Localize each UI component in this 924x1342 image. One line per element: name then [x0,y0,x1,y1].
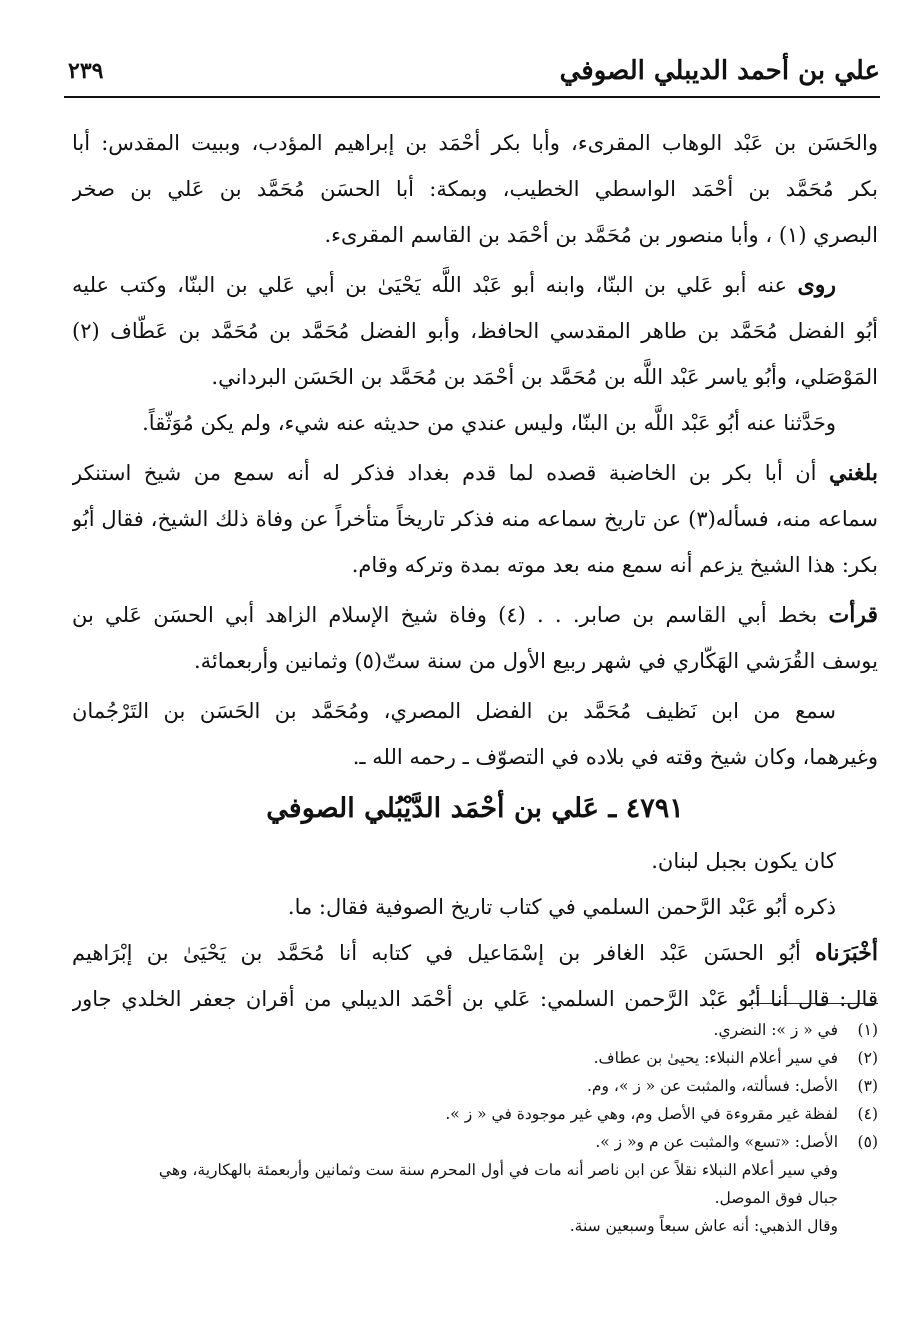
paragraph-3 [72,400,878,446]
footnote-number: (٤) [857,1105,878,1123]
text-line [72,262,878,308]
entry-heading: ٤٧٩١ ـ عَلي بن أحْمَد الدَّيْبُلي الصوفي [266,793,684,824]
text-line: كان يكون بجبل لبنان. [651,849,836,873]
text-line: بكر: هذا الشيخ يزعم أنه سمع منه بعد موته بمدة وتركه وقام. [351,553,878,577]
paragraph-6 [72,688,878,780]
text-fragment: بخط أبي القاسم بن صابر. . . (٤) وفاة شيخ الإسلام الزاهد أبي الحسَن عَلي بن [72,603,829,627]
text-line [72,930,878,976]
footnote [72,1044,878,1072]
paragraph-5 [72,592,878,684]
footnote [72,1072,878,1100]
text-line: البصري (١) ، وأبا منصور بن مُحَمَّد بن أحْمَد بن القاسم المقرىء. [324,223,878,247]
paragraph-keyword: بلغني [829,460,878,486]
text-line: وحَدَّثنا عنه أبُو عَبْد اللَّه بن البنّا، وليس عندي من حديثه عنه شيء، ولم يكن مُوَثّقاً. [142,411,836,435]
page-header [64,52,880,98]
text-line: والحَسَن بن عَبْد الوهاب المقرىء، وأبا بكر أحْمَد بن إبراهيم المؤدب، وببيت المقدس: أبا [72,131,878,155]
footnote-number: (١) [857,1021,878,1039]
footnote [72,1100,878,1128]
text-line [72,450,878,496]
running-title: علي بن أحمد الديبلي الصوفي [559,56,880,86]
text-line: أبُو الفضل مُحَمَّد بن طاهر المقدسي الحافظ، وأبو الفضل مُحَمَّد بن مُحَمَّد بن عَطّاف (٢) [72,319,878,343]
footnote-text: في « ز »: النضري. [713,1021,838,1039]
footnote-continuation: وفي سير أعلام النبلاء نقلاً عن ابن ناصر أنه مات في أول المحرم سنة ست وثمانين وأربعمئة بالهكارية، وهي [158,1161,838,1179]
page-number: ٢٣٩ [68,58,104,84]
footnote-number: (٣) [857,1077,878,1095]
footnote-number: (٥) [857,1133,878,1151]
footnote-number: (٢) [857,1049,878,1067]
paragraph-8 [72,884,878,930]
text-fragment: عنه أبو عَلي بن البنّا، وابنه أبو عَبْد اللَّه يَحْيَىٰ بن أبي عَلي بن البنّا، وكتب عليه [72,273,798,297]
footnote-text: الأصل: «تسع» والمثبت عن م و« ز ». [595,1133,838,1151]
text-fragment: أن أبا بكر بن الخاضبة قصده لما قدم بغداد فذكر له أنه سمع من شيخ استنكر [72,461,829,485]
main-text [72,120,878,1022]
footnote-text: الأصل: فسألته، والمثبت عن « ز »، وم. [587,1077,838,1095]
paragraph-4 [72,450,878,588]
footnotes [72,1016,878,1240]
paragraph-7 [72,838,878,884]
footnote-divider [748,1003,878,1004]
text-line: سمع من ابن نَظيف مُحَمَّد بن الفضل المصري، ومُحَمَّد بن الحَسَن بن التَرْجُمان [72,699,836,723]
text-line: ذكره أبُو عَبْد الرَّحمن السلمي في كتاب تاريخ الصوفية فقال: ما. [287,895,836,919]
footnote-continuation: جبال فوق الموصل. [714,1189,838,1207]
text-line [72,592,878,638]
paragraph-1 [72,120,878,258]
text-line: وغيرهما، وكان شيخ وقته في بلاده في التصوّف ـ رحمه الله ـ. [352,745,878,769]
paragraph-keyword: روى [797,272,836,298]
footnote-continuation: وقال الذهبي: أنه عاش سبعاً وسبعين سنة. [569,1217,838,1235]
text-line: سماعه منه، فسأله(٣) عن تاريخ سماعه منه فذكر تاريخاً متأخراً عن وفاة ذلك الشيخ، فقال أبُو [72,507,878,531]
text-line: بكر مُحَمَّد بن أحْمَد الواسطي الخطيب، وبمكة: أبا الحسَن مُحَمَّد بن عَلي بن صخر [72,177,878,201]
footnote-text: لفظة غير مقروءة في الأصل وم، وهي غير موجودة في « ز ». [445,1105,838,1123]
paragraph-keyword: أخْبَرَناه [815,940,878,966]
text-fragment: أبُو الحسَن عَبْد الغافر بن إسْمَاعيل في كتابه أنا مُحَمَّد بن يَحْيَىٰ بن إبْرَاهيم [72,941,816,965]
text-line: المَوْصَلي، وأبُو ياسر عَبْد اللَّه بن مُحَمَّد بن أحْمَد بن مُحَمَّد بن الحَسَن البرداني. [211,365,878,389]
footnote-text: في سير أعلام النبلاء: يحيىٰ بن عطاف. [593,1049,838,1067]
footnote [72,1128,878,1156]
footnote [72,1016,878,1044]
paragraph-2 [72,262,878,400]
text-line: قال: قال أنا أبُو عَبْد الرَّحمن السلمي: عَلي بن أحْمَد الديبلي من أقران جعفر الخلدي جاور [72,987,878,1011]
paragraph-9 [72,930,878,1022]
paragraph-keyword: قرأت [828,602,878,628]
text-line: يوسف القُرَشي الهَكّاري في شهر ربيع الأول من سنة ستّ(٥) وثمانين وأربعمائة. [193,649,878,673]
